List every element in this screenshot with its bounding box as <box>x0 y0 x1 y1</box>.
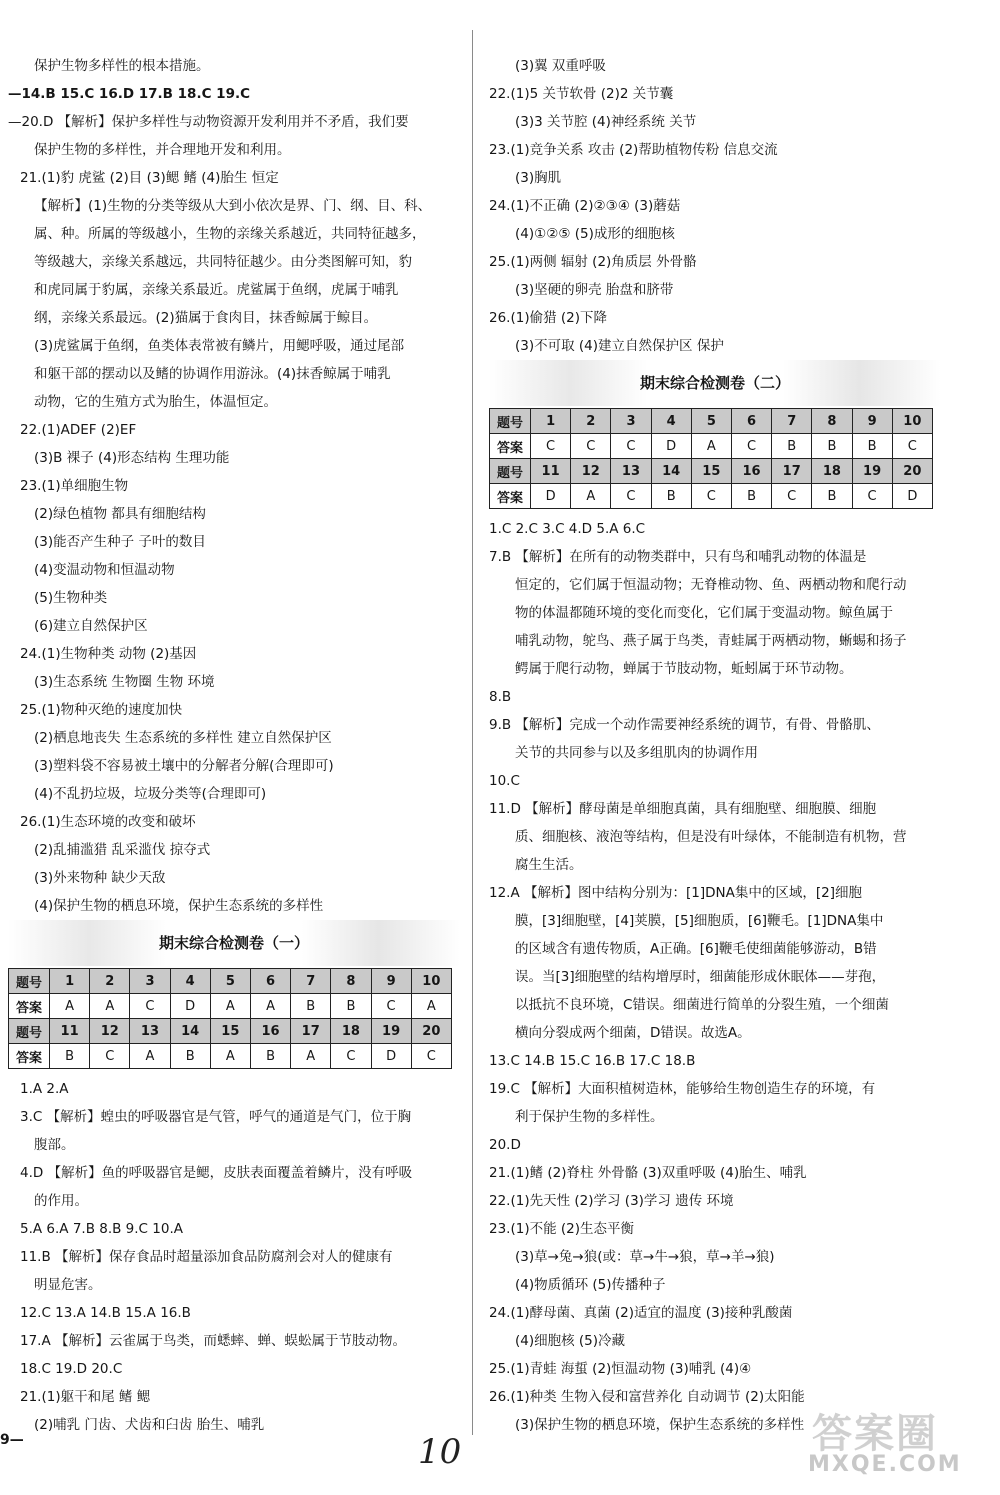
answer-line: 12.C 13.A 14.B 15.A 16.B <box>20 1305 191 1321</box>
answer-line: 22.(1)先天性 (2)学习 (3)学习 遗传 环境 <box>489 1193 734 1209</box>
table-cell: 20 <box>892 459 932 484</box>
answer-line: 21.(1)豹 虎鲨 (2)目 (3)鳃 鳍 (4)胎生 恒定 <box>20 170 279 186</box>
answer-line: 鳄属于爬行动物，蝉属于节肢动物，蚯蚓属于环节动物。 <box>515 661 853 677</box>
answer-line: 腐生生活。 <box>515 857 583 873</box>
answer-line: 保护生物多样性的根本措施。 <box>34 58 210 74</box>
answer-line: 21.(1)鳍 (2)脊柱 外骨骼 (3)双重呼吸 (4)胎生、哺乳 <box>489 1165 807 1181</box>
answer-line: 1.A 2.A <box>20 1081 69 1097</box>
table-cell: A <box>210 1044 250 1069</box>
right-answer-lines <box>489 52 941 360</box>
table-cell: 5 <box>691 409 731 434</box>
answer-line: 等级越大，亲缘关系越远，共同特征越少。由分类图解可知，豹 <box>34 254 412 270</box>
table-cell: B <box>731 484 771 509</box>
table-cell: 2 <box>571 409 611 434</box>
table-row-header: 答案 <box>490 484 531 509</box>
answer-line: 和虎同属于豹属，亲缘关系最近。虎鲨属于鱼纲，虎属于哺乳 <box>34 282 399 298</box>
answer-line: 9.B 【解析】完成一个动作需要神经系统的调节，有骨、骨骼肌、 <box>489 717 880 733</box>
table-cell: C <box>611 434 651 459</box>
table-cell: 8 <box>331 969 371 994</box>
answer-line: 25.(1)青蛙 海蜇 (2)恒温动物 (3)哺乳 (4)④ <box>489 1361 752 1377</box>
answer-line: (3)虎鲨属于鱼纲，鱼类体表常被有鳞片，用鳃呼吸，通过尾部 <box>34 338 405 354</box>
table-cell: 1 <box>531 409 571 434</box>
table-cell: 18 <box>331 1019 371 1044</box>
table-cell: 18 <box>812 459 852 484</box>
answer-line: 24.(1)生物种类 动物 (2)基因 <box>20 646 197 662</box>
left-explanation-lines <box>8 1075 460 1439</box>
answer-line: 23.(1)单细胞生物 <box>20 478 129 494</box>
table-cell: A <box>250 994 290 1019</box>
table-cell: 17 <box>291 1019 331 1044</box>
answer-line: 25.(1)两侧 辐射 (2)角质层 外骨骼 <box>489 254 697 270</box>
table-cell: 15 <box>210 1019 250 1044</box>
table-row-header: 题号 <box>9 969 50 994</box>
table-cell: A <box>571 484 611 509</box>
answer-line: 23.(1)竞争关系 攻击 (2)帮助植物传粉 信息交流 <box>489 142 778 158</box>
table-cell: 13 <box>130 1019 170 1044</box>
table-cell: A <box>691 434 731 459</box>
table-cell: 7 <box>772 409 812 434</box>
answer-line: (3)3 关节腔 (4)神经系统 关节 <box>515 114 697 130</box>
table-cell: 1 <box>50 969 90 994</box>
answer-line: (3)外来物种 缺少天敌 <box>34 870 166 886</box>
answer-line: 误。当[3]细胞壁的结构增厚时，细菌能形成休眠体——芽孢， <box>515 969 886 985</box>
table-cell: B <box>812 434 852 459</box>
answer-line: (4)保护生物的栖息环境，保护生态系统的多样性 <box>34 898 324 914</box>
answer-line: 和躯干部的摆动以及鳍的协调作用游泳。(4)抹香鲸属于哺乳 <box>34 366 391 382</box>
table-cell: C <box>331 1044 371 1069</box>
table-row-header: 答案 <box>9 1044 50 1069</box>
table-cell: 6 <box>731 409 771 434</box>
answer-line: 11.D 【解析】酵母菌是单细胞真菌，具有细胞壁、细胞膜、细胞 <box>489 801 877 817</box>
answer-line: (5)生物种类 <box>34 590 108 606</box>
answer-line: 24.(1)不正确 (2)②③④ (3)蘑菇 <box>489 198 681 214</box>
table-cell: 4 <box>651 409 691 434</box>
table-row-header: 答案 <box>9 994 50 1019</box>
answer-line: (3)保护生物的栖息环境，保护生态系统的多样性 <box>515 1417 805 1433</box>
table-cell: C <box>691 484 731 509</box>
answer-line: 保护生物的多样性，并合理地开发和利用。 <box>34 142 291 158</box>
answer-table-exam-1 <box>8 968 452 1069</box>
table-cell: 6 <box>250 969 290 994</box>
page-number: 9— <box>0 1432 24 1448</box>
answer-line: 【解析】(1)生物的分类等级从大到小依次是界、门、纲、目、科、 <box>34 198 432 214</box>
table-cell: 10 <box>892 409 932 434</box>
answer-line: 以抵抗不良环境，C错误。细菌进行简单的分裂生殖，一个细菌 <box>515 997 889 1013</box>
answer-line: 5.A 6.A 7.B 8.B 9.C 10.A <box>20 1221 183 1237</box>
table-cell: B <box>50 1044 90 1069</box>
table-cell: 10 <box>411 969 451 994</box>
answer-line: 26.(1)偷猎 (2)下降 <box>489 310 608 326</box>
answer-line: (3)B 裸子 (4)形态结构 生理功能 <box>34 450 230 466</box>
table-cell: C <box>731 434 771 459</box>
answer-line: 26.(1)生态环境的改变和破坏 <box>20 814 196 830</box>
answer-line: 1.C 2.C 3.C 4.D 5.A 6.C <box>489 521 646 537</box>
table-cell: 4 <box>170 969 210 994</box>
answer-line: (3)草→兔→狼(或：草→牛→狼，草→羊→狼) <box>515 1249 775 1265</box>
section-title-exam-2: 期末综合检测卷（二） <box>489 360 941 406</box>
answer-line: (3)坚硬的卵壳 胎盘和脐带 <box>515 282 674 298</box>
table-row <box>9 969 452 994</box>
table-cell: B <box>772 434 812 459</box>
answer-line: 13.C 14.B 15.C 16.B 17.C 18.B <box>489 1053 696 1069</box>
table-row <box>9 1044 452 1069</box>
answer-line: 10.C <box>489 773 520 789</box>
answer-line: —20.D 【解析】保护多样性与动物资源开发利用并不矛盾，我们要 <box>8 114 409 130</box>
answer-line: 的区域含有遗传物质，A正确。[6]鞭毛使细菌能够游动，B错 <box>515 941 877 957</box>
table-cell: C <box>531 434 571 459</box>
table-cell: 11 <box>531 459 571 484</box>
answer-line: 22.(1)5 关节软骨 (2)2 关节囊 <box>489 86 674 102</box>
table-row <box>490 484 933 509</box>
table-cell: 13 <box>611 459 651 484</box>
table-cell: A <box>210 994 250 1019</box>
table-cell: B <box>170 1044 210 1069</box>
answer-line: 7.B 【解析】在所有的动物类群中，只有鸟和哺乳动物的体温是 <box>489 549 867 565</box>
table-cell: 16 <box>731 459 771 484</box>
left-answer-lines <box>8 52 460 920</box>
answer-line: 质、细胞核、液泡等结构，但是没有叶绿体，不能制造有机物，营 <box>515 829 907 845</box>
answer-line: 4.D 【解析】鱼的呼吸器官是鳃，皮肤表面覆盖着鳞片，没有呼吸 <box>20 1165 413 1181</box>
table-cell: 5 <box>210 969 250 994</box>
table-row-header: 答案 <box>490 434 531 459</box>
table-row-header: 题号 <box>9 1019 50 1044</box>
answer-line: (6)建立自然保护区 <box>34 618 148 634</box>
answer-line: (2)哺乳 门齿、犬齿和臼齿 胎生、哺乳 <box>34 1417 265 1433</box>
table-cell: 14 <box>651 459 691 484</box>
answer-line: 动物，它的生殖方式为胎生，体温恒定。 <box>34 394 277 410</box>
table-cell: D <box>892 484 932 509</box>
answer-line: (3)塑料袋不容易被土壤中的分解者分解(合理即可) <box>34 758 334 774</box>
answer-line: (3)生态系统 生物圈 生物 环境 <box>34 674 215 690</box>
table-cell: 2 <box>90 969 130 994</box>
answer-line: (4)变温动物和恒温动物 <box>34 562 175 578</box>
table-cell: 15 <box>691 459 731 484</box>
answer-line: 3.C 【解析】蝗虫的呼吸器官是气管，呼气的通道是气门，位于胸 <box>20 1109 412 1125</box>
answer-line: (3)不可取 (4)建立自然保护区 保护 <box>515 338 724 354</box>
answer-line: (3)能否产生种子 子叶的数目 <box>34 534 206 550</box>
table-cell: B <box>812 484 852 509</box>
table-cell: D <box>651 434 691 459</box>
table-cell: A <box>291 1044 331 1069</box>
answer-table-exam-2 <box>489 408 933 509</box>
answer-line: 横向分裂成两个细菌，D错误。故选A。 <box>515 1025 751 1041</box>
answer-line: (4)①②⑤ (5)成形的细胞核 <box>515 226 675 242</box>
table-cell: 19 <box>371 1019 411 1044</box>
table-cell: 9 <box>852 409 892 434</box>
table-row <box>490 409 933 434</box>
table-cell: C <box>852 484 892 509</box>
answer-line: 25.(1)物种灭绝的速度加快 <box>20 702 183 718</box>
left-column <box>8 52 460 1439</box>
table-cell: B <box>291 994 331 1019</box>
answer-line: (4)细胞核 (5)冷藏 <box>515 1333 626 1349</box>
right-column <box>489 52 941 1439</box>
table-cell: C <box>371 994 411 1019</box>
table-cell: D <box>531 484 571 509</box>
table-row <box>9 994 452 1019</box>
answer-line: (2)乱捕滥猎 乱采滥伐 掠夺式 <box>34 842 211 858</box>
table-cell: C <box>411 1044 451 1069</box>
answer-line: 物的体温都随环境的变化而变化，它们属于变温动物。鲸鱼属于 <box>515 605 893 621</box>
answer-line: (4)不乱扔垃圾，垃圾分类等(合理即可) <box>34 786 267 802</box>
answer-line: (3)翼 双重呼吸 <box>515 58 606 74</box>
table-cell: 20 <box>411 1019 451 1044</box>
answer-line: 22.(1)ADEF (2)EF <box>20 422 137 438</box>
table-cell: C <box>772 484 812 509</box>
table-cell: 16 <box>250 1019 290 1044</box>
table-cell: B <box>651 484 691 509</box>
answer-line: 属、种。所属的等级越小，生物的亲缘关系越近，共同特征越多， <box>34 226 426 242</box>
answer-line: 18.C 19.D 20.C <box>20 1361 123 1377</box>
watermark-logo: 答案圈 <box>812 1411 938 1457</box>
table-cell: 12 <box>90 1019 130 1044</box>
answer-line: 19.C 【解析】大面积植树造林，能够给生物创造生存的环境，有 <box>489 1081 876 1097</box>
answer-line: 关节的共同参与以及多组肌肉的协调作用 <box>515 745 758 761</box>
table-row-header: 题号 <box>490 459 531 484</box>
table-cell: 3 <box>611 409 651 434</box>
column-divider <box>472 30 473 1435</box>
table-cell: 14 <box>170 1019 210 1044</box>
table-cell: C <box>571 434 611 459</box>
table-cell: 11 <box>50 1019 90 1044</box>
answer-line: 利于保护生物的多样性。 <box>515 1109 664 1125</box>
answer-line: (2)绿色植物 都具有细胞结构 <box>34 506 206 522</box>
table-cell: C <box>90 1044 130 1069</box>
answer-line: 的作用。 <box>34 1193 88 1209</box>
right-explanation-lines <box>489 515 941 1439</box>
section-title-exam-1: 期末综合检测卷（一） <box>8 920 460 966</box>
table-cell: D <box>170 994 210 1019</box>
answer-line: 12.A 【解析】图中结构分别为：[1]DNA集中的区域，[2]细胞 <box>489 885 862 901</box>
table-row <box>490 459 933 484</box>
table-cell: 17 <box>772 459 812 484</box>
table-cell: D <box>371 1044 411 1069</box>
handwritten-number: 10 <box>418 1432 462 1472</box>
table-cell: A <box>411 994 451 1019</box>
table-cell: C <box>892 434 932 459</box>
table-cell: 7 <box>291 969 331 994</box>
answer-line: (2)栖息地丧失 生态系统的多样性 建立自然保护区 <box>34 730 332 746</box>
answer-line: 20.D <box>489 1137 521 1153</box>
answer-line: —14.B 15.C 16.D 17.B 18.C 19.C <box>8 86 250 102</box>
table-cell: A <box>130 1044 170 1069</box>
table-cell: B <box>250 1044 290 1069</box>
answer-line: 腹部。 <box>34 1137 75 1153</box>
answer-line: (3)胸肌 <box>515 170 562 186</box>
answer-line: 纲，亲缘关系最远。(2)猫属于食肉目，抹香鲸属于鲸目。 <box>34 310 378 326</box>
watermark-url: MXQE.COM <box>808 1452 962 1477</box>
answer-line: 26.(1)种类 生物入侵和富营养化 自动调节 (2)太阳能 <box>489 1389 805 1405</box>
answer-line: 23.(1)不能 (2)生态平衡 <box>489 1221 635 1237</box>
table-cell: C <box>130 994 170 1019</box>
table-cell: C <box>611 484 651 509</box>
table-cell: 12 <box>571 459 611 484</box>
answer-line: 哺乳动物，鸵鸟、燕子属于鸟类，青蛙属于两栖动物，蜥蜴和扬子 <box>515 633 907 649</box>
answer-line: 8.B <box>489 689 512 705</box>
table-cell: 9 <box>371 969 411 994</box>
answer-line: 膜，[3]细胞壁，[4]荚膜，[5]细胞质，[6]鞭毛。[1]DNA集中 <box>515 913 884 929</box>
table-cell: 3 <box>130 969 170 994</box>
table-row <box>9 1019 452 1044</box>
answer-line: 17.A 【解析】云雀属于鸟类，而蟋蟀、蝉、蜈蚣属于节肢动物。 <box>20 1333 406 1349</box>
table-row <box>490 434 933 459</box>
table-cell: A <box>90 994 130 1019</box>
answer-line: 21.(1)躯干和尾 鳍 鳃 <box>20 1389 151 1405</box>
table-cell: 19 <box>852 459 892 484</box>
table-row-header: 题号 <box>490 409 531 434</box>
table-cell: B <box>852 434 892 459</box>
table-cell: A <box>50 994 90 1019</box>
table-cell: B <box>331 994 371 1019</box>
answer-line: 24.(1)酵母菌、真菌 (2)适宜的温度 (3)接种乳酸菌 <box>489 1305 793 1321</box>
table-cell: 8 <box>812 409 852 434</box>
answer-line: (4)物质循环 (5)传播种子 <box>515 1277 666 1293</box>
answer-line: 恒定的，它们属于恒温动物；无脊椎动物、鱼、两栖动物和爬行动 <box>515 577 907 593</box>
answer-line: 11.B 【解析】保存食品时超量添加食品防腐剂会对人的健康有 <box>20 1249 393 1265</box>
answer-line: 明显危害。 <box>34 1277 102 1293</box>
